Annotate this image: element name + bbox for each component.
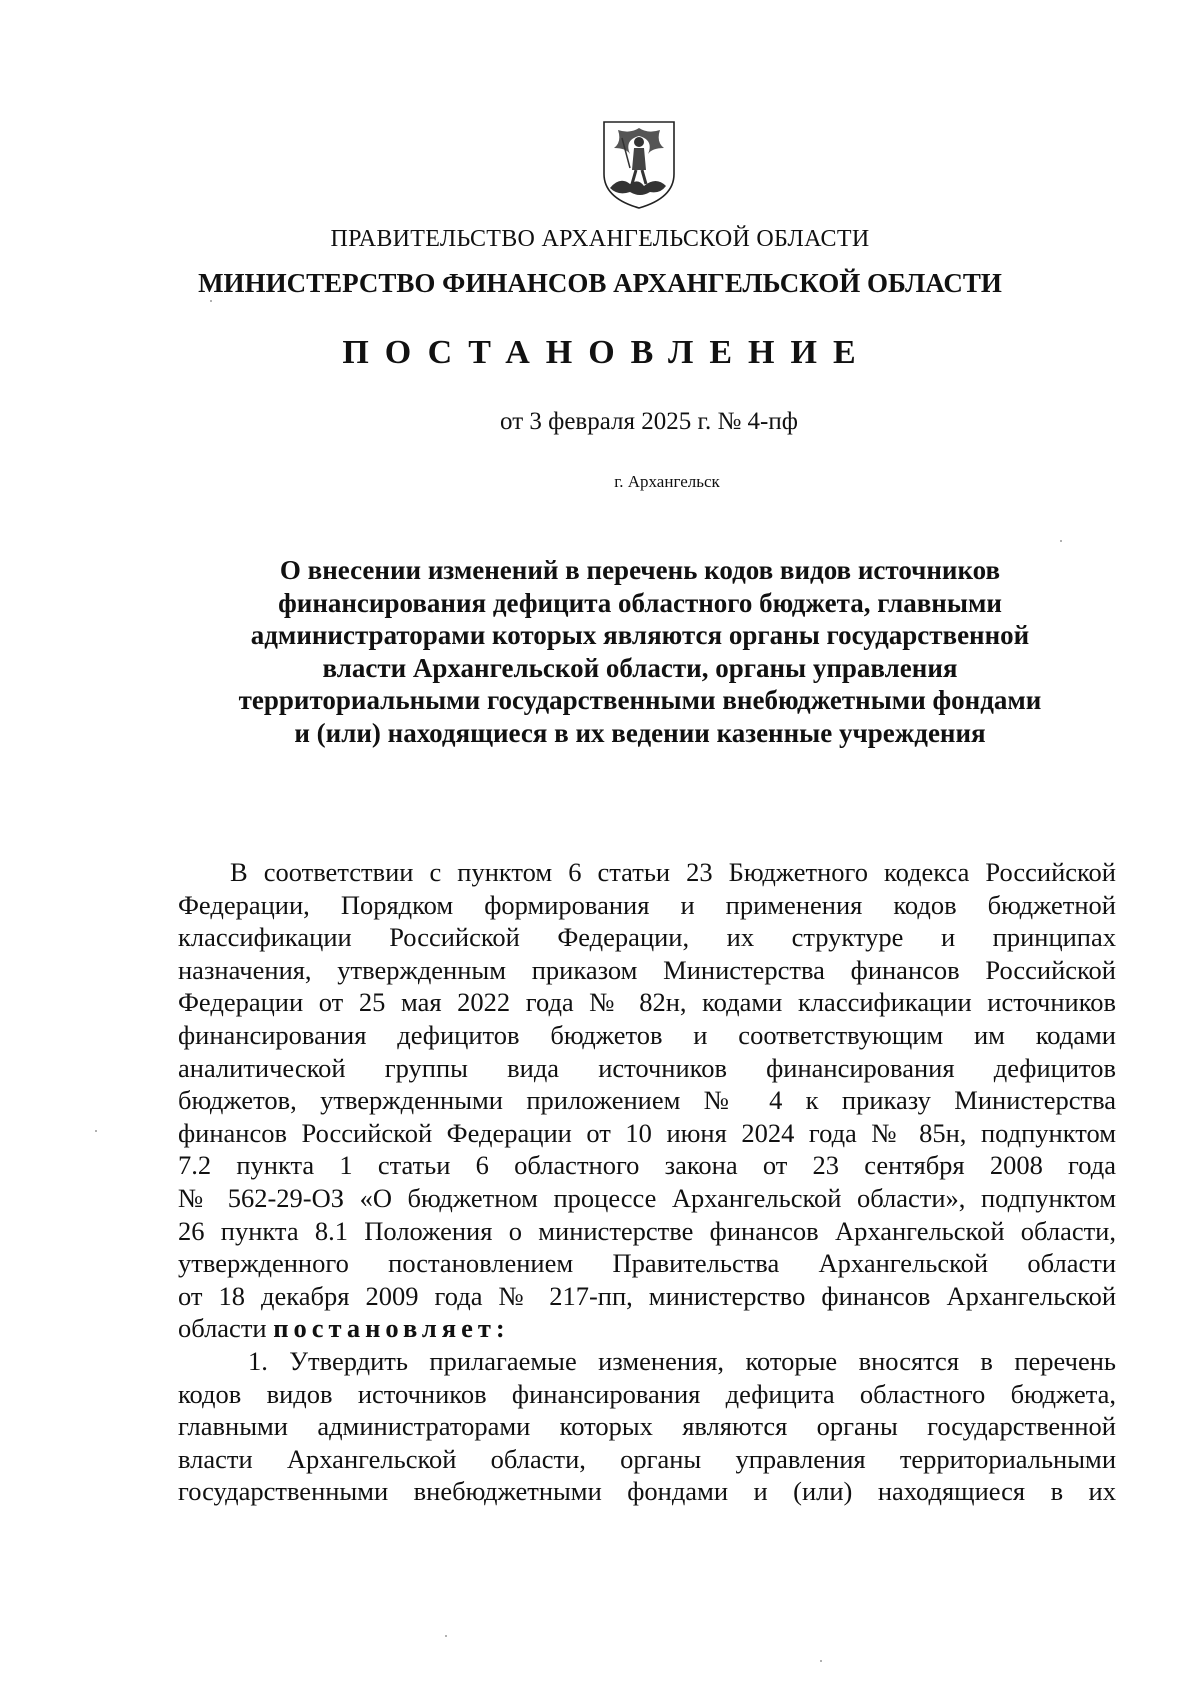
document-type: ПОСТАНОВЛЕНИЕ — [342, 334, 872, 371]
body-line: классификации Российской Федерации, их структуре и принципах — [178, 922, 1116, 953]
scan-speck — [445, 1635, 447, 1637]
title-line: финансирования дефицита областного бюджета, главными — [278, 587, 1002, 618]
item-line: кодов видов источников финансирования дефицита областного бюджета, — [178, 1378, 1116, 1409]
government-name: ПРАВИТЕЛЬСТВО АРХАНГЕЛЬСКОЙ ОБЛАСТИ — [330, 226, 870, 252]
item-line: главными администраторами которых являются органы государственной — [178, 1411, 1116, 1442]
scan-speck — [95, 1130, 97, 1132]
body-line: аналитической группы вида источников финансирования дефицитов — [178, 1052, 1116, 1083]
title-line: и (или) находящиеся в их ведении казенные учреждения — [294, 717, 986, 748]
resolves-word: постановляет: — [273, 1313, 510, 1344]
date-number: от 3 февраля 2025 г. № 4-пф — [500, 408, 798, 435]
city: г. Архангельск — [614, 472, 720, 491]
scan-speck — [1060, 540, 1062, 542]
title-line: территориальными государственными внебюджетными фондами — [238, 685, 1042, 715]
item-line: власти Архангельской области, органы управления территориальными — [178, 1443, 1116, 1474]
title-line: администраторами которых являются органы государственной — [250, 620, 1030, 650]
ministry-name: МИНИСТЕРСТВО ФИНАНСОВ АРХАНГЕЛЬСКОЙ ОБЛАСТИ — [198, 268, 1002, 298]
title-line: власти Архангельской области, органы управления — [322, 652, 958, 683]
scan-speck — [820, 1660, 822, 1662]
item-line: государственными внебюджетными фондами и (или) находящиеся в их — [178, 1476, 1116, 1507]
scan-speck — [210, 300, 212, 302]
document-body — [178, 856, 1116, 1508]
coat-of-arms-icon — [600, 118, 678, 210]
resolves-line — [178, 1312, 1116, 1345]
body-line: Федерации от 25 мая 2022 года № 82н, кодами классификации источников — [178, 987, 1116, 1018]
title-line: О внесении изменений в перечень кодов видов источников — [279, 555, 1001, 585]
body-line: Федерации, Порядком формирования и применения кодов бюджетной — [178, 889, 1116, 920]
body-line: 26 пункта 8.1 Положения о министерстве финансов Архангельской области, — [178, 1215, 1116, 1246]
document-title — [160, 554, 1120, 749]
body-line: финансов Российской Федерации от 10 июня 2024 года № 85н, подпунктом — [178, 1117, 1116, 1148]
body-line: бюджетов, утвержденными приложением № 4 к приказу Министерства — [178, 1085, 1116, 1116]
resolves-prefix: области — [178, 1313, 274, 1344]
body-line: 7.2 пункта 1 статьи 6 областного закона от 23 сентября 2008 года — [178, 1150, 1116, 1181]
body-line: от 18 декабря 2009 года № 217-пп, министерство финансов Архангельской — [178, 1280, 1116, 1311]
item-line: 1. Утвердить прилагаемые изменения, которые вносятся в перечень — [248, 1345, 1116, 1376]
body-line: В соответствии с пунктом 6 статьи 23 Бюджетного кодекса Российской — [230, 857, 1116, 887]
body-line: утвержденного постановлением Правительства Архангельской области — [178, 1248, 1116, 1279]
body-line: № 562-29-ОЗ «О бюджетном процессе Архангельской области», подпунктом — [178, 1182, 1116, 1213]
body-line: назначения, утвержденным приказом Министерства финансов Российской — [178, 954, 1116, 985]
body-line: финансирования дефицитов бюджетов и соответствующим им кодами — [178, 1019, 1116, 1050]
